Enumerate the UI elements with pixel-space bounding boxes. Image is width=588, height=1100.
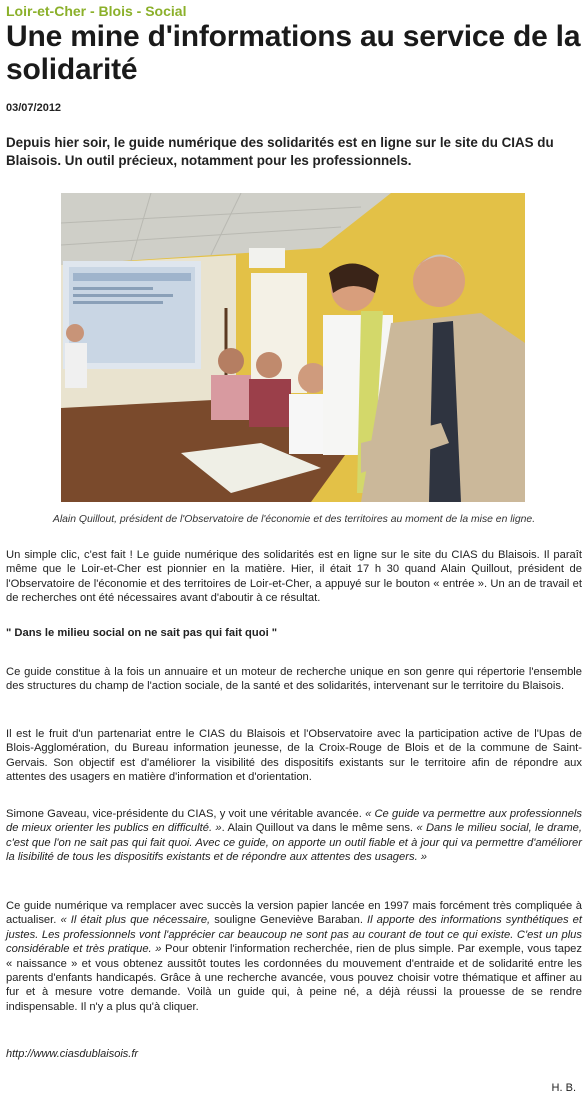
p4-quote-2: « Dans le milieu social, le drame, c'est que l'on ne sait pas qui fait quoi. Avec ce guide, on apporte un outil fiable et à jour qui va permettre d'améliorer la lisibilité de tous les dispositifs existants et de répondre aux attentes des usagers. » xyxy=(6,822,582,864)
paragraph-4 xyxy=(6,807,582,865)
p4-text-a: Simone Gaveau, vice-présidente du CIAS, y voit une véritable avancée. xyxy=(6,808,366,820)
cias-link[interactable]: http://www.ciasdublaisois.fr xyxy=(6,1048,139,1060)
photo-caption: Alain Quillout, président de l'Observatoire de l'économie et des territoires au moment de la mise en ligne. xyxy=(52,514,536,525)
article-photo xyxy=(61,193,525,502)
article-subheading: " Dans le milieu social on ne sait pas qui fait quoi " xyxy=(6,627,278,639)
p5-text-b: souligne Geneviève Baraban. xyxy=(210,914,368,927)
paragraph-5 xyxy=(6,899,582,1014)
section-kicker[interactable]: Loir-et-Cher - Blois - Social xyxy=(6,3,187,19)
paragraph-2: Ce guide constitue à la fois un annuaire et un moteur de recherche unique en son genre qui répertorie l'ensemble des structures du champ de l'action sociale, de la santé et des solidarités, intervenant sur le territoire du Blaisois. xyxy=(6,666,582,693)
photo-illustration xyxy=(61,193,525,502)
paragraph-3: Il est le fruit d'un partenariat entre le CIAS du Blaisois et l'Observatoire avec la participation active de l'Upas de Blois-Agglomération, du Bureau information jeunesse, de la Croix-Rouge de Blois et de la commune de Saint-Gervais. Son objectif est d'améliorer la visibilité des dispositifs existants sur le territoire afin de répondre aux attentes des usagers en matière d'information et d'orientation. xyxy=(6,728,582,784)
p4-quote-1: « Ce guide va permettre aux professionnels de mieux orienter les publics en difficulté. » xyxy=(6,808,582,835)
p5-quote-2: Il apporte des informations synthétiques et justes. Les professionnels vont l'apprécier car beaucoup ne sont pas au courant de tout ce qui existe. C'est un plus considérable et très pratique. » xyxy=(6,914,583,956)
p4-text-b: . Alain Quillout va dans le même sens. xyxy=(221,822,417,835)
paragraph-1: Un simple clic, c'est fait ! Le guide numérique des solidarités est en ligne sur le site du CIAS du Blaisois. Il paraît même que le Loir-et-Cher est pionnier en la matière. Hier, il était 17 h 30 quand Alain Quillout, président de l'Observatoire de l'économie et des territoires de Loir-et-Cher, a appuyé sur le bouton « entrée ». Un an de travail et de recherches ont été nécessaires avant d'aboutir à ce résultat. xyxy=(6,549,582,605)
p5-quote-1: « Il était plus que nécessaire, xyxy=(60,914,211,927)
author-signature: H. B. xyxy=(551,1082,576,1094)
p5-text-a: Ce guide numérique va remplacer avec succès la version papier lancée en 1997 mais forcément très compliquée à actualiser. xyxy=(6,900,582,927)
article-date: 03/07/2012 xyxy=(6,102,62,114)
article-lead: Depuis hier soir, le guide numérique des solidarités est en ligne sur le site du CIAS du Blaisois. Un outil précieux, notamment pour les professionnels. xyxy=(6,135,554,168)
article-title: Une mine d'informations au service de la solidarité xyxy=(6,20,581,86)
p5-text-c: Pour obtenir l'information recherchée, rien de plus simple. Par exemple, vous tapez « naissance » et vous obtenez aussitôt toutes les cordonnées du mouvement d'entraide et de solidarité entre les parents d'enfants handicapés. Grâce à une recherche avancée, vous pouvez choisir votre thématique et affiner au fur et à mesure votre demande. Voilà un guide qui, à peine né, a déjà réussi la prouesse de se rendre indispensable. Il n'y a plus qu'à cliquer. xyxy=(6,943,582,1013)
